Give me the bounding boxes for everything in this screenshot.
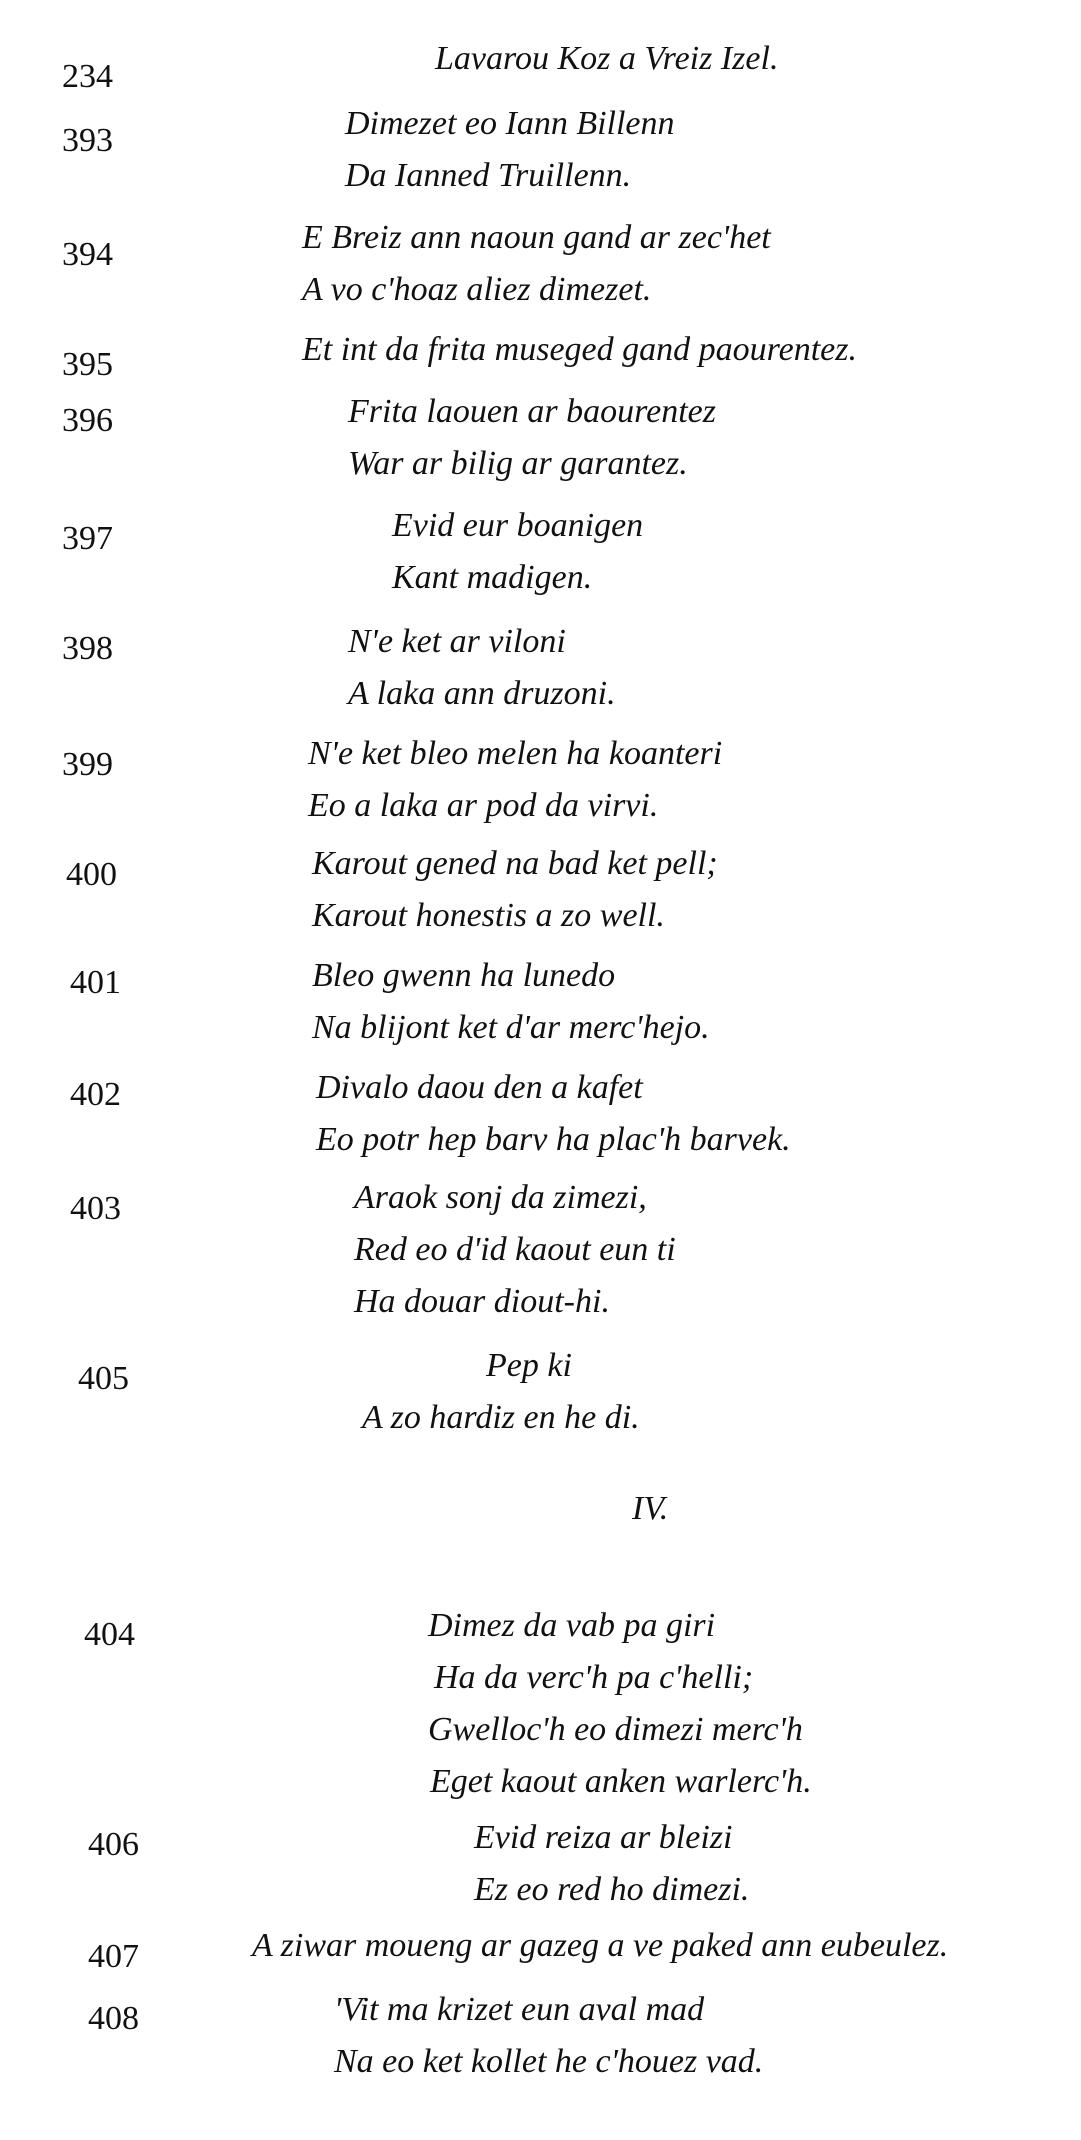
verse-line: Bleo gwenn ha lunedo [312, 957, 616, 994]
proverb-number: 401 [70, 964, 121, 1001]
proverb-number: 405 [78, 1360, 129, 1397]
running-title: Lavarou Koz a Vreiz Izel. [435, 40, 779, 77]
verse-line: E Breiz ann naoun gand ar zec'het [302, 219, 771, 256]
proverb-number: 402 [70, 1076, 121, 1113]
proverb-text [348, 616, 616, 720]
proverb-text [474, 1812, 749, 1916]
verse-line: Pep ki [486, 1347, 572, 1384]
proverb-number: 397 [62, 520, 113, 557]
verse-line: Karout honestis a zo well. [312, 897, 665, 934]
proverb-text [354, 1172, 676, 1328]
verse-line: Frita laouen ar baourentez [348, 393, 716, 430]
verse-line: Eget kaout anken warlerc'h. [430, 1763, 812, 1800]
verse-line: Evid reiza ar bleizi [474, 1819, 733, 1856]
verse-line: Gwelloc'h eo dimezi merc'h [428, 1711, 803, 1748]
proverb-text [308, 728, 722, 832]
verse-line: N'e ket ar viloni [348, 623, 566, 660]
proverb-text [334, 1984, 763, 2088]
verse-line: Da Ianned Truillenn. [345, 157, 632, 194]
verse-line: Eo a laka ar pod da virvi. [308, 787, 659, 824]
proverb-number: 406 [88, 1826, 139, 1863]
verse-line: A laka ann druzoni. [348, 675, 616, 712]
verse-line: Araok sonj da zimezi, [354, 1179, 647, 1216]
verse-line: Karout gened na bad ket pell; [312, 845, 718, 882]
verse-line: Eo potr hep barv ha plac'h barvek. [316, 1121, 791, 1158]
verse-line: Ha douar diout-hi. [354, 1283, 610, 1320]
proverb-text [428, 1600, 812, 1808]
verse-line: 'Vit ma krizet eun aval mad [334, 1991, 705, 2028]
proverb-number: 407 [88, 1938, 139, 1975]
proverb-number: 393 [62, 122, 113, 159]
proverb-text [302, 324, 857, 376]
proverb-text [345, 98, 675, 202]
proverb-text [362, 1340, 640, 1444]
proverb-number: 399 [62, 746, 113, 783]
verse-line: War ar bilig ar garantez. [348, 445, 688, 482]
verse-line: A ziwar moueng ar gazeg a ve paked ann eubeulez. [252, 1927, 949, 1964]
proverb-text [392, 500, 643, 604]
verse-line: N'e ket bleo melen ha koanteri [308, 735, 723, 772]
proverb-text [316, 1062, 791, 1166]
verse-line: Ez eo red ho dimezi. [474, 1871, 750, 1908]
verse-line: Kant madigen. [392, 559, 593, 596]
proverb-number: 403 [70, 1190, 121, 1227]
verse-line: A vo c'hoaz aliez dimezet. [302, 271, 652, 308]
verse-line: Dimezet eo Iann Billenn [345, 105, 675, 142]
proverb-text [302, 212, 771, 316]
proverb-number: 400 [66, 856, 117, 893]
verse-line: Evid eur boanigen [392, 507, 644, 544]
verse-line: Dimez da vab pa giri [428, 1607, 716, 1644]
proverb-number: 408 [88, 2000, 139, 2037]
verse-line: A zo hardiz en he di. [362, 1399, 640, 1436]
proverb-number: 394 [62, 236, 113, 273]
verse-line: Na eo ket kollet he c'houez vad. [334, 2043, 764, 2080]
section-heading: IV. [632, 1490, 669, 1527]
proverb-text [348, 386, 716, 490]
verse-line: Ha da verc'h pa c'helli; [434, 1659, 754, 1696]
verse-line: Divalo daou den a kafet [316, 1069, 643, 1106]
proverb-number: 395 [62, 346, 113, 383]
page-header [0, 40, 1081, 95]
proverb-text [312, 838, 718, 942]
verse-line: Et int da frita museged gand paourentez. [302, 331, 857, 368]
verse-line: Red eo d'id kaout eun ti [354, 1231, 676, 1268]
proverb-number: 404 [84, 1616, 135, 1653]
proverb-number: 396 [62, 402, 113, 439]
verse-line: Na blijont ket d'ar merc'hejo. [312, 1009, 710, 1046]
page-number: 234 [62, 58, 113, 95]
proverb-text [252, 1920, 948, 1972]
proverb-text [312, 950, 710, 1054]
proverb-number: 398 [62, 630, 113, 667]
